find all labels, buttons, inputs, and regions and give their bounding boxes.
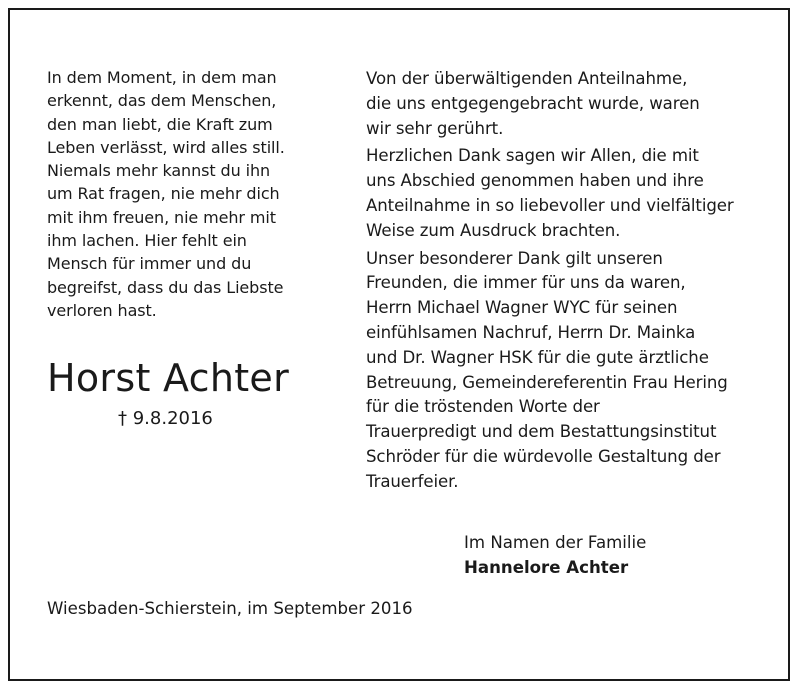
thanks-line: Weise zum Ausdruck brachten.	[366, 220, 621, 240]
thanks-paragraph	[366, 67, 786, 141]
poem-line: mit ihm freuen, nie mehr mit	[47, 207, 276, 227]
poem-line: Niemals mehr kannst du ihn	[47, 161, 271, 181]
signature-name: Hannelore Achter	[464, 557, 629, 577]
thanks-line: für die tröstenden Worte der	[366, 397, 600, 417]
thanks-line: Herrn Michael Wagner WYC für seinen	[366, 298, 678, 318]
signature-intro: Im Namen der Familie	[464, 533, 647, 552]
thanks-line: Herzlichen Dank sagen wir Allen, die mit	[366, 146, 699, 166]
thanks-line: Anteilnahme in so liebevoller und vielfältiger	[366, 195, 734, 215]
thanks-line: Betreuung, Gemeindereferentin Frau Hering	[366, 372, 728, 392]
thanks-text	[366, 67, 786, 498]
poem-line: Leben verlässt, wird alles still.	[47, 137, 285, 157]
poem-line: den man liebt, die Kraft zum	[47, 114, 273, 134]
deceased-name: Horst Achter	[47, 356, 290, 400]
death-date: † 9.8.2016	[118, 408, 213, 429]
thanks-line: einfühlsamen Nachruf, Herrn Dr. Mainka	[366, 322, 696, 342]
signature-block	[464, 531, 646, 580]
thanks-line: die uns entgegengebracht wurde, waren	[366, 93, 700, 113]
place-date: Wiesbaden-Schierstein, im September 2016	[47, 599, 413, 618]
thanks-line: Trauerpredigt und dem Bestattungsinstitut	[366, 422, 717, 442]
poem-line: ihm lachen. Hier fehlt ein	[47, 231, 247, 251]
thanks-paragraph	[366, 247, 786, 495]
thanks-line: uns Abschied genommen haben und ihre	[366, 171, 704, 191]
poem-line: um Rat fragen, nie mehr dich	[47, 184, 280, 204]
poem-line: verloren hast.	[47, 300, 157, 320]
poem-line: Mensch für immer und du	[47, 254, 252, 274]
thanks-line: Unser besonderer Dank gilt unseren	[366, 248, 663, 268]
thanks-paragraph	[366, 144, 786, 243]
poem-line: begreifst, dass du das Liebste	[47, 277, 284, 297]
thanks-line: Freunden, die immer für uns da waren,	[366, 273, 686, 293]
thanks-line: Trauerfeier.	[366, 471, 459, 491]
thanks-line: Schröder für die würdevolle Gestaltung der	[366, 446, 721, 466]
thanks-line: Von der überwältigenden Anteilnahme,	[366, 69, 688, 88]
poem-line: erkennt, das dem Menschen,	[47, 91, 277, 111]
thanks-line: und Dr. Wagner HSK für die gute ärztliche	[366, 347, 709, 367]
memorial-poem	[47, 66, 337, 322]
thanks-line: wir sehr gerührt.	[366, 118, 504, 138]
poem-line: In dem Moment, in dem man	[47, 68, 277, 87]
